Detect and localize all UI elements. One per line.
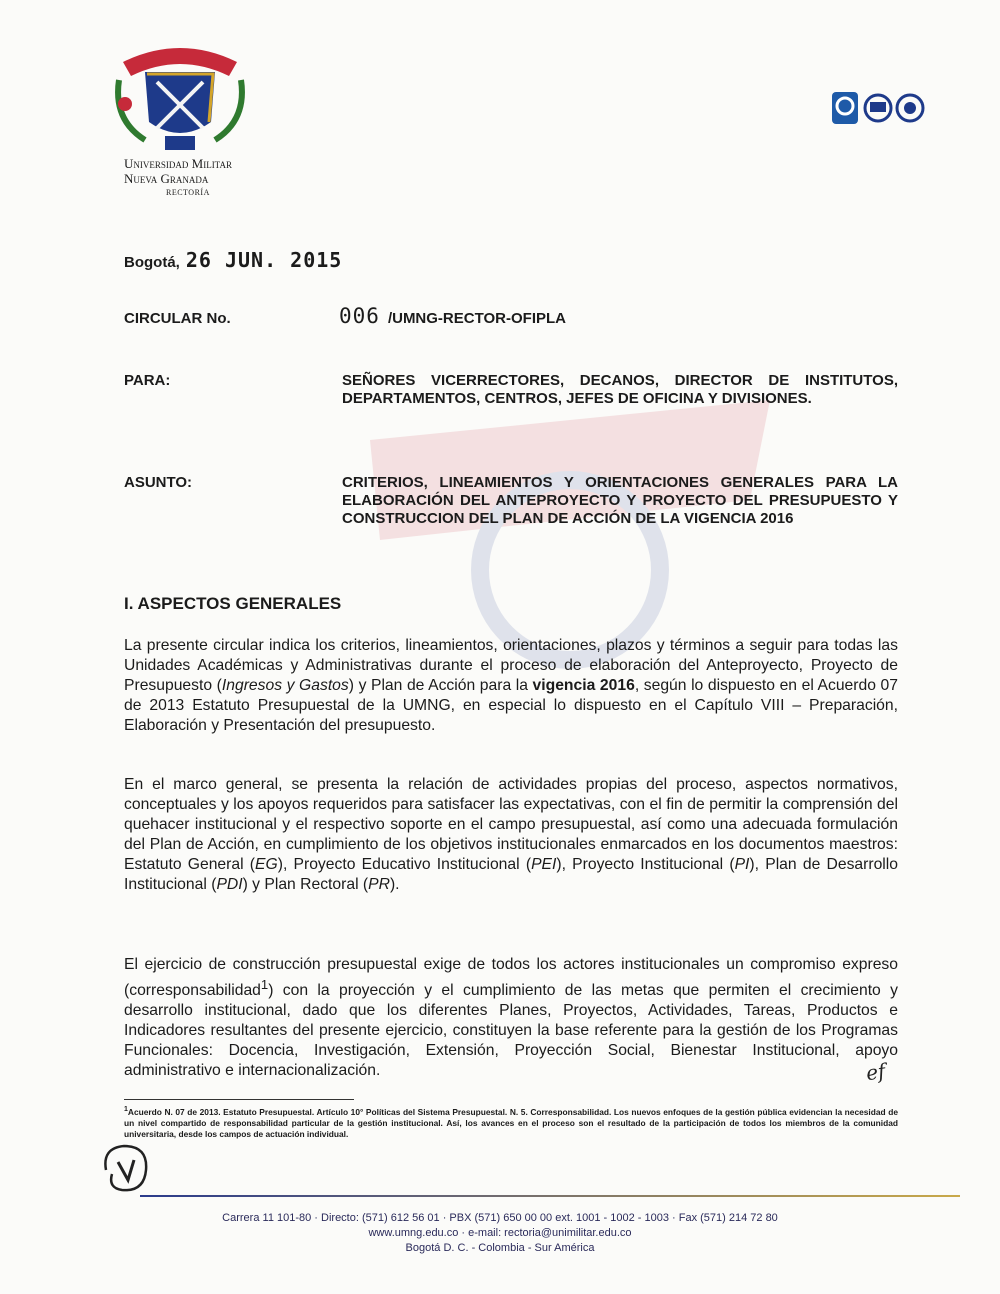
circular-code: /UMNG-RECTOR-OFIPLA xyxy=(387,310,566,327)
p1-text-e: , según lo dispuesto en el Acuerdo 07 de 2013 Estatuto Presupuestal de la UMNG, en especial lo dispuesto en el Capítulo VIII – Preparación, Elaboración y Presentación del presupuesto. xyxy=(124,677,898,734)
p2-text-c: ), Proyecto Educativo Institucional ( xyxy=(277,856,532,873)
department-name: RECTORÍA xyxy=(166,188,210,197)
p2-text-e: ), Proyecto Institucional ( xyxy=(556,856,735,873)
circular-number-stamp: 006 xyxy=(339,304,380,328)
footnote xyxy=(124,1104,898,1140)
footer-divider xyxy=(140,1195,960,1197)
footnote-number: 1 xyxy=(124,1106,128,1113)
p1-text-a: La presente circular indica los criterios, lineamientos, orientaciones, plazos y términos a seguir para todas las Unidades Académicas y Administrativas durante el proceso de elaboración del Anteproyecto, Proyecto de Presupuesto ( xyxy=(124,637,898,694)
footer-web-email: www.umng.edu.co · e-mail: rectoria@unimilitar.edu.co xyxy=(368,1227,632,1239)
p2-text-i: ) y Plan Rectoral ( xyxy=(242,876,369,893)
university-name-line2: Nueva Granada xyxy=(124,171,209,186)
paragraph-3 xyxy=(124,955,898,1081)
handwritten-seal-mark xyxy=(98,1140,154,1196)
p3-footnote-ref: 1 xyxy=(260,977,269,992)
footer-address: Carrera 11 101-80 · Directo: (571) 612 56 01 · PBX (571) 650 00 00 ext. 1001 - 1002 - 1003 · Fax (571) 214 72 80 xyxy=(222,1212,778,1224)
circular-label: CIRCULAR No. xyxy=(124,310,231,327)
handwritten-initials: ef xyxy=(864,1058,887,1086)
footer-location: Bogotá D. C. - Colombia - Sur América xyxy=(405,1242,595,1254)
paragraph-2 xyxy=(124,775,898,895)
p3-text-a: El ejercicio de construcción presupuestal exige de todos los actores institucionales un compromiso expreso (corresponsabilidad xyxy=(124,956,898,1000)
university-crest-logo xyxy=(105,40,255,155)
paragraph-1 xyxy=(124,636,898,736)
p2-text-j: PR xyxy=(368,876,390,893)
letter-date xyxy=(124,248,342,272)
footer-contact xyxy=(140,1211,860,1256)
iso-certification-icons xyxy=(830,88,930,132)
footnote-text: Acuerdo N. 07 de 2013. Estatuto Presupuestal. Artículo 10° Políticas del Sistema Presupuestal. N. 5. Corresponsabilidad. Los nuevos enfoques de la gestión pública evidencian la necesidad de un nivel compartido de responsabilidad particular de la gestión institucional. Así, los avances en el proceso son el resultado de la participación de todos los miembros de la comunidad universitaria, desde los campos de actuación individual. xyxy=(124,1106,898,1139)
para-label: PARA: xyxy=(124,372,171,389)
p2-text-d: PEI xyxy=(531,856,557,873)
university-name xyxy=(124,156,232,186)
bleed-through-watermark xyxy=(360,380,780,680)
university-name-line1: Universidad Militar xyxy=(124,156,232,171)
footnote-rule xyxy=(124,1099,354,1100)
p2-text-k: ). xyxy=(389,876,400,893)
circular-number xyxy=(339,304,566,328)
asunto-value: CRITERIOS, LINEAMIENTOS Y ORIENTACIONES GENERALES PARA LA ELABORACIÓN DEL ANTEPROYECTO Y PROYECTO DEL PRESUPUESTO Y CONSTRUCCION DEL PLAN DE ACCIÓN DE LA VIGENCIA 2016 xyxy=(342,474,898,527)
p2-text-g: ), Plan de Desarrollo Institucional ( xyxy=(124,856,899,893)
asunto-label: ASUNTO: xyxy=(124,474,193,491)
date-stamp: 26 JUN. 2015 xyxy=(185,248,343,272)
p1-text-b: Ingresos y Gastos xyxy=(221,677,349,694)
date-city: Bogotá, xyxy=(124,254,180,271)
p2-text-a: En el marco general, se presenta la relación de actividades propias del proceso, aspectos normativos, conceptuales y los apoyos requeridos para satisfacer las expectativas, con el fin de permitir la comprensión del quehacer institucional y el respectivo soporte en el campo presupuestal, así como una adecuada formulación del Plan de Acción, en cumplimiento de los objetivos institucionales enmarcados en los documentos maestros: Estatuto General ( xyxy=(124,776,898,873)
p3-text-b: ) con la proyección y el cumplimiento de las metas que permiten el crecimiento y desarrollo institucional, dado que los diferentes Planes, Proyectos, Actividades, Tareas, Productos e Indicadores resultantes del presente ejercicio, constituyen la base referente para la gestión de los Programas Funcionales: Docencia, Investigación, Extensión, Proyección Social, Bienestar Institucional, apoyo administrativo e internacionalización. xyxy=(124,982,898,1080)
p2-text-h: PDI xyxy=(216,876,243,893)
p1-text-c: ) y Plan de Acción para la xyxy=(348,677,533,694)
para-value: SEÑORES VICERRECTORES, DECANOS, DIRECTOR DE INSTITUTOS, DEPARTAMENTOS, CENTROS, JEFES DE OFICINA Y DIVISIONES. xyxy=(342,372,898,407)
p2-text-b: EG xyxy=(255,856,278,873)
section-title: I. ASPECTOS GENERALES xyxy=(124,594,342,613)
p1-text-d: vigencia 2016 xyxy=(532,677,635,694)
p2-text-f: PI xyxy=(734,856,750,873)
